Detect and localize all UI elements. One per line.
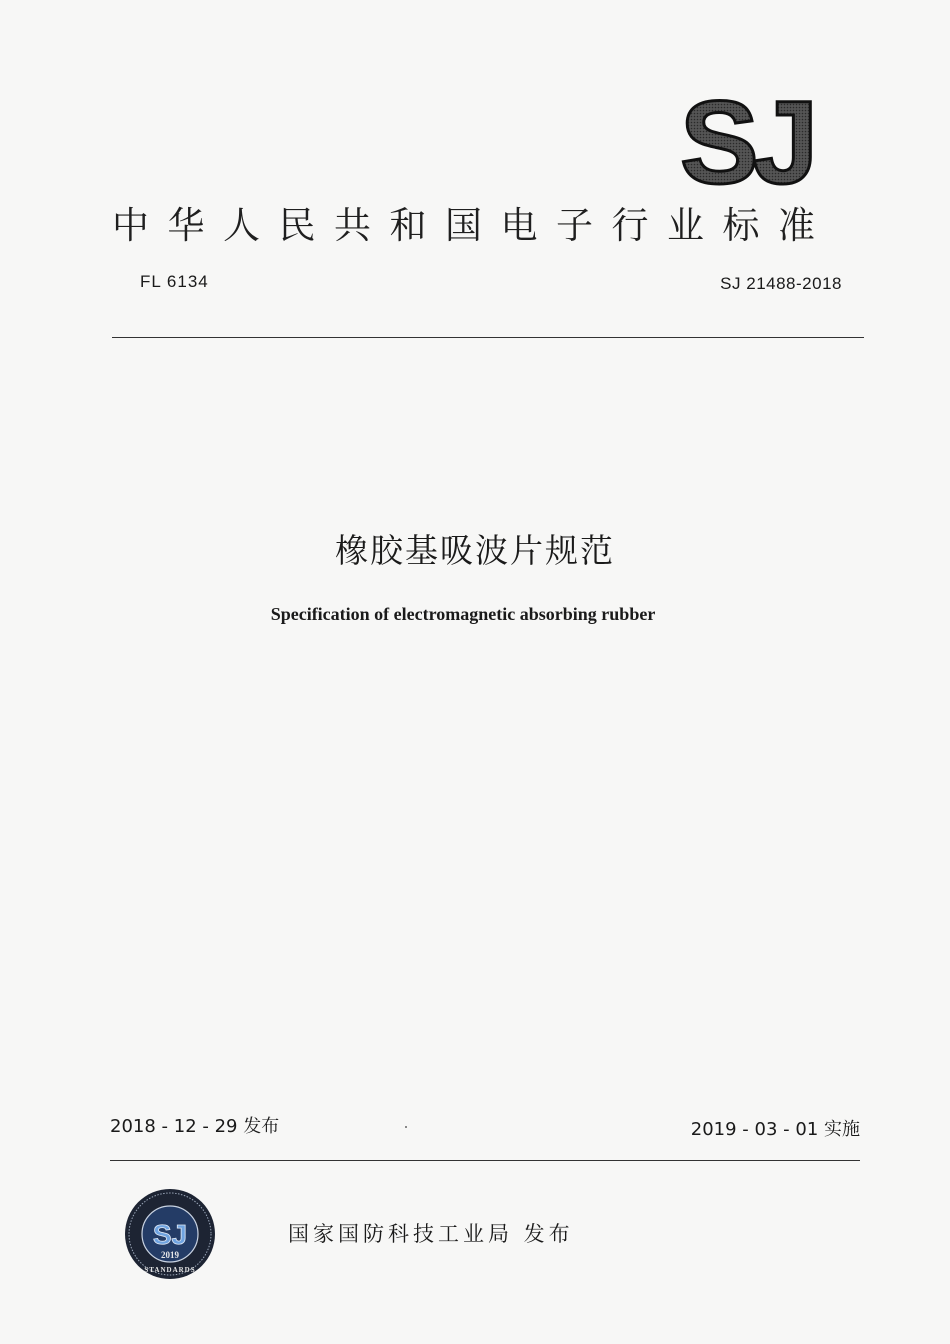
org-title: 中华人民共和国电子行业标准 — [112, 204, 834, 247]
scan-speck — [405, 1126, 407, 1128]
classification-code: FL 6134 — [140, 272, 209, 291]
title-chinese: 橡胶基吸波片规范 — [335, 531, 615, 570]
seal-bottom-text: STANDARDS — [144, 1266, 196, 1274]
issue-date: 2018 - 12 - 29 发布 — [110, 1116, 280, 1137]
standards-seal-icon — [124, 1188, 216, 1280]
implementation-date: 2019 - 03 - 01 实施 — [690, 1119, 860, 1140]
standard-number: SJ 21488-2018 — [720, 274, 842, 293]
sj-logo — [678, 88, 828, 188]
publisher: 国家国防科技工业局 发布 — [288, 1222, 574, 1246]
seal-center-text: SJ — [152, 1219, 188, 1250]
title-english: Specification of electromagnetic absorbing rubber — [270, 604, 656, 624]
bottom-divider — [110, 1160, 860, 1161]
top-divider — [112, 337, 864, 338]
sj-logo-text: SJ — [680, 88, 813, 188]
seal-year: 2019 — [161, 1250, 179, 1260]
